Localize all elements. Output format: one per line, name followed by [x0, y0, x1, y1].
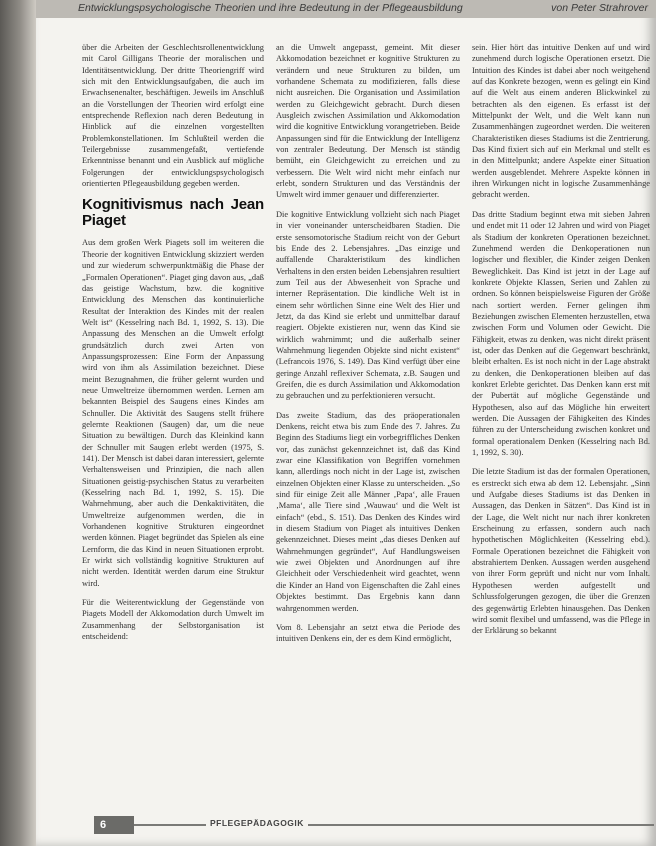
header-title: Entwicklungspsychologische Theorien und ihre Bedeutung in der Pflegeausbildung — [78, 2, 463, 14]
page-number: 6 — [94, 816, 134, 834]
paragraph: über die Arbeiten der Geschlechtsrollenentwicklung mit Carol Gilligans Theorie der moralischen und Identitätsentwicklung. Der dritte Theoriengriff wird sich mit den Entwicklungsaufgaben, die auch im Erwachsenenalter, beschäftigen. Jeweils im Anschluß an die Vorstellungen der Theorien wird erfolgt eine entsprechende Reflexion nach deren Bedeutung in Hinblick auf die einzelnen vorgestellten Problemkonstellationen. Im Schlußteil werden die Teilergebnisse zusammengefaßt, vertiefende Erkenntnisse benannt und ein Ausblick auf mögliche Folgerungen der entwicklungspsychologisch orientierten Pflegeausbildung gegeben werden. — [82, 43, 264, 189]
text-column-1 — [82, 42, 264, 832]
paragraph: Für die Weiterentwicklung der Gegenstände von Piagets Modell der Akkomodation durch Umwelt im Zusammenhang der Selbstorganisation ist entscheidend: — [82, 598, 264, 642]
text-column-3 — [472, 42, 650, 832]
paragraph: Die kognitive Entwicklung vollzieht sich nach Piaget in vier voneinander unterscheidbaren Stadien. Die erste sensomotorische Stadium reicht von der Geburt bis Ende des 2. Lebensjahres. „Das einzige und auffallende Charakteristikum des kindlichen Verhaltens in den ersten beiden Lebensjahren resultiert zum Teil aus der Abwesenheit von Sprache und interner Repräsentation. Die kindliche Welt ist in einem sehr wörtlichen Sinne eine Welt des Hier und Jetzt, da das Kind sie erlebt und unmittelbar darauf reagiert. Objekte existieren nur, wenn das Kind sie wirklich wahrnimmt; und die außerhalb seiner Wahrnehmung liegenden Objekte sind nicht existent“ (Lefrancois 1976, S. 149). Das Kind verfügt über eine geringe Anzahl reflexiver Schemata, z.B. Saugen und Greifen, die es durch Assimilation und Akkomodation zu gebrauchen und zu perfektionieren versucht. — [276, 209, 460, 401]
paragraph: Das dritte Stadium beginnt etwa mit sieben Jahren und endet mit 11 oder 12 Jahren und wird von Piaget als Stadium der konkreten Operationen bezeichnet. Zunehmend werden die Denkoperationen nun logischer und flexibler, die Kinder zeigen Denken Beweglichkeit. Das Kind ist jetzt in der Lage auf konkrete Objekte Klassen, Serien und Zahlen zu ordnen. So können beispielsweise Figuren der Größe nach sortiert werden. Ferner gelingen ihm Beziehungen zwischen Elementen herzustellen, etwa zwischen Form und Volumen oder Gewicht. Die Fähigkeit, etwas zu denken, was nicht direkt präsent ist, oder das Denken auf die Gegenwart beschränkt, bleibt erhalten. Es ist noch nicht in der Lage abstrakt zu denken, die Denkoperationen bleiben auf das konkret Erlebte gerichtet. Das Denken kann erst mit der Pubertät auf mögliche Gegenstände und Hypothesen, also auf das Mögliche hin erweitert werden. Die Aussagen der Fähigkeiten des Kindes führen zu der Unterscheidung zwischen konkret und formal operationalem Denken (Kesselring nach Bd. 1, 1992, S. 30). — [472, 209, 650, 458]
paragraph: an die Umwelt angepasst, gemeint. Mit dieser Akkomodation bezeichnet er kognitive Strukturen zu verändern und neue Strukturen zu bilden, um vorhandene Schemata zu modifizieren, falls diese nicht ausreichen. Die Organisation und Assimilation werden zu Gleichgewicht gebracht. Durch diesen Ausgleich zwischen Assimilation und Akkomodation wird die kognitive Entwicklung vorangetrieben. Beide Anpassungen sind für die Entwicklung der Intelligenz von zentraler Bedeutung. Der Mensch ist ständig bemüht, ein Gleichgewicht zu erreichen und zu verbessern. Die Welt wird nicht mehr einfach nur erlebt, sondern Strukturen und das Verständnis der Umwelt wird immer genauer und differenzierter. — [276, 43, 460, 200]
journal-name: PFLEGEPÄDAGOGIK — [206, 818, 308, 828]
book-spine-shadow — [0, 0, 36, 846]
paragraph: Vom 8. Lebensjahr an setzt etwa die Periode des intuitiven Denkens ein, der es dem Kind ermöglicht, — [276, 622, 460, 644]
paragraph: Die letzte Stadium ist das der formalen Operationen, es erstreckt sich etwa ab dem 12. Lebensjahr. „Sinn und Aufgabe dieses Stadiums ist das Denken in Aussagen, das Denken in Sätzen“. Das Kind ist in der Lage, die Welt nicht nur nach ihrer konkreten Erscheinung zu erfassen, sondern auch nach hypothetischen Möglichkeiten (Kesselring ebd.). Formale Operationen bezeichnet die Fähigkeit von abstrahiertem Denken. Aussagen werden ausgehend von ihrer Form geprüft und nicht nur vom Inhalt. Hypothesen werden aufgestellt und Schlussfolgerungen gezogen, die über die Grenzen des gegenwärtig Erlebten hinausgehen. Das Denken wird somit flexibel und umfassend, was die Pflege in der Erklärung so bekannt — [472, 467, 650, 636]
paragraph: Aus dem großen Werk Piagets soll im weiteren die Theorie der kognitiven Entwicklung skizziert werden und zur wiederum schwerpunktmäßig die Phase der „Formalen Operationen“. Piaget ging davon aus, „daß das geistige Wachstum, bzw. die kognitive Entwicklung des Menschen das kontinuierliche Resultat der Interaktion des Kindes mit der realen Welt ist“ (Kesselring nach Bd. 1, 1992, S. 13). Die Anpassung des Menschen an die Umwelt erfolgt grundsätzlich durch zwei Arten von Anpassungsprozessen: Eine Form der Anpassung wird von ihm als Assimilation bezeichnet. Diese meint Bezugnahmen, die früher gelernt wurden und neue Umweltreize übernommen werden. Lernen am bekannten Beispiel des Saugens eines Kindes am Schnuller. Die Aktivität des Saugens stellt frühere gelernte Reaktionen (Saugen) dar, um die neue Situation zu bewältigen. Durch das Kleinkind kann der Schnuller mit Saugen erlebt werden (1975, S. 141). Der Mensch ist dabei daran interessiert, gelernte Verhaltensweisen und Prinzipien, die nach allen Situationen geistig-psychischen Status zu verarbeiten (Kesselring nach Bd. 1, 1992, S. 15). Die Wahrnehmung, aber auch die Denkaktivitäten, die Umweltreize aufgenommen werden, die in Vorhandenen kognitive Strukturen eingeordnet werden können. Piaget begründet das Spielen als eine Lernform, die das Kind in neuen Situationen erprobt. Er wirkt sich vollständig kognitive Strukturen auf nicht werden. Identität werden darum eine Struktur wird. — [82, 238, 264, 588]
header-author: von Peter Strahrover — [551, 2, 648, 14]
page-footer — [36, 816, 656, 846]
section-heading: Kognitivismus nach Jean Piaget — [82, 196, 264, 230]
text-column-2 — [276, 42, 460, 832]
running-header — [78, 2, 648, 18]
paragraph: Das zweite Stadium, das des präoperationalen Denkens, reicht etwa bis zum Ende des 7. Jahres. Zu Beginn des Stadiums liegt ein vorbegriffliches Denken vor, das zunächst gekennzeichnet ist, daß das Kind zwar eine Klassifikation von Begriffen vornehmen kann, allerdings noch nicht in der Lage ist, zwischen einzelnen Objekten einer Klasse zu unterscheiden. „So sind für einige Zeit alle Männer ‚Papa‘, alle Frauen ‚Mama‘, alle Tiere sind ‚Wauwau‘ und die Welt ist einfach“ (ebd., S. 151). Das Denken des Kindes wird in diesem Stadium von Piaget als intuitives Denken gekennzeichnet. Dieses meint „das dieses Denken auf Wahrnehmungen gegründet“, Auf Handlungsweisen wie zwei Objekten und Anordnungen auf ihre Gleichheit oder Verschiedenheit wird geachtet, wenn die Kinder an Hand von Eigenschaften die Zahl eines Objektes bestimmt. Das Ergebnis kann dann wahrgenommen werden. — [276, 410, 460, 613]
paragraph: sein. Hier hört das intuitive Denken auf und wird zunehmend durch logische Operationen ersetzt. Die Intuition des Kindes ist dabei aber noch weitgehend auf das Konkrete bezogen, wenn es gelingt ein Kind auf die Welt aus einem anderen Blickwinkel zu betrachten als den eigenen. Es erfasst ist der Mittelpunkt der Welt, und die Welt kann nun Zusammenhängen zugeordnet werden. Die weiteren Charakteristiken dieses Stadiums ist die Zentrierung. Das Kind fixiert sich auf ein Merkmal und stellt es in den Mittelpunkt; andere Aspekte einer Situation werden ausgeblendet. Mehrere Aspekte können in ihren Wirkungen nicht in logische Zusammenhänge gebracht werden. — [472, 43, 650, 200]
